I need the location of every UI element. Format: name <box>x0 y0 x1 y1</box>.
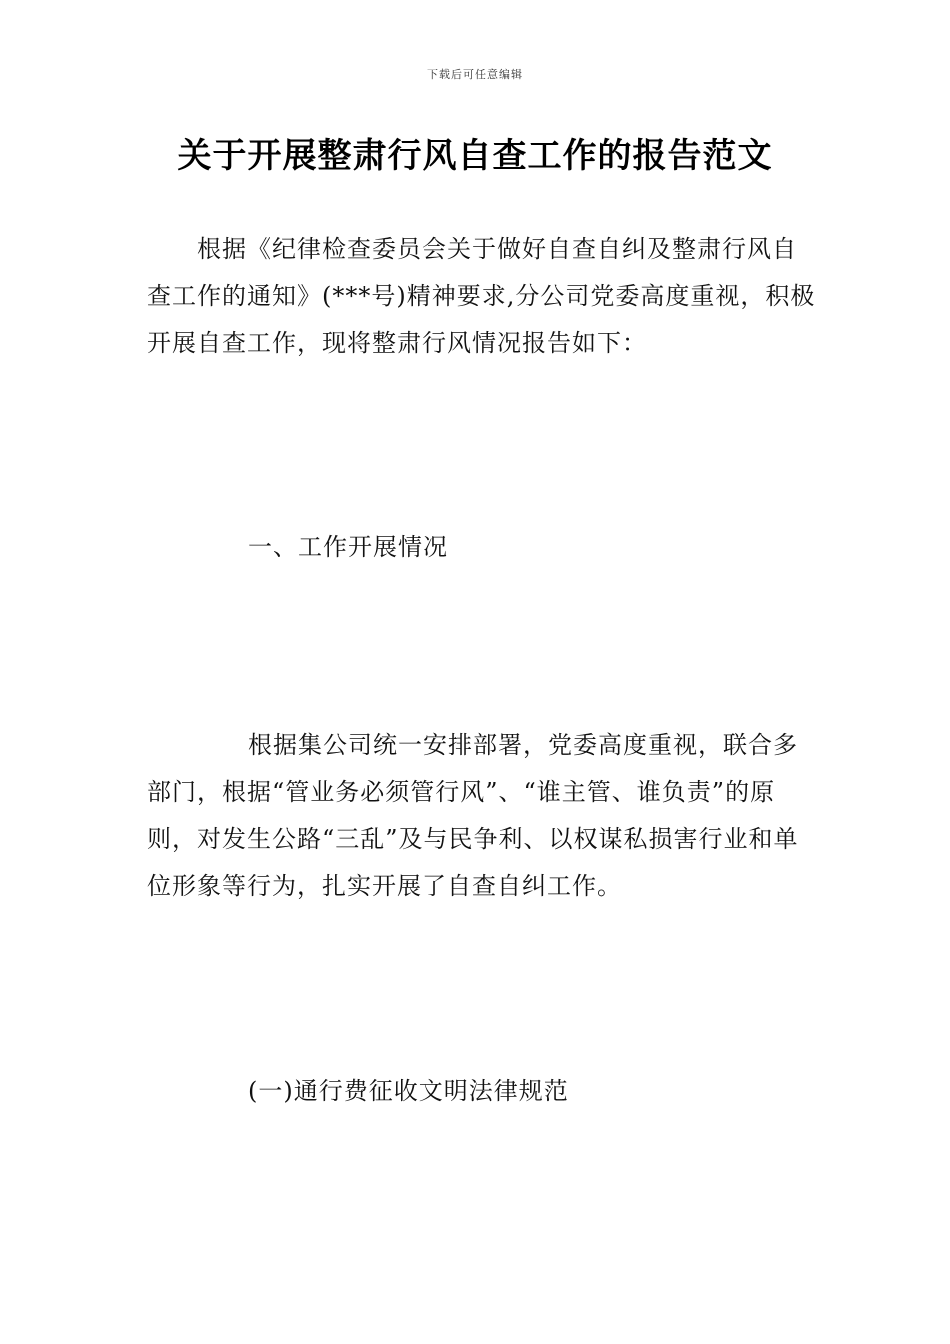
page-header-note: 下载后可任意编辑 <box>427 68 523 81</box>
section-heading-work-status: 一、工作开展情况 <box>248 533 448 561</box>
document-title: 关于开展整肃行风自查工作的报告范文 <box>177 136 773 176</box>
intro-paragraph: 根据《纪律检查委员会关于做好自查自纠及整肃行风自查工作的通知》(***号)精神要求,分公司党委高度重视，积极开展自查工作，现将整肃行风情况报告如下： <box>147 235 816 357</box>
subsection-heading-toll-collection: (一)通行费征收文明法律规范 <box>248 1077 569 1105</box>
body-paragraph: 根据集公司统一安排部署，党委高度重视，联合多部门，根据“管业务必须管行风”、“谁主管、谁负责”的原则，对发生公路“三乱”及与民争利、以权谋私损害行业和单位形象等行为，扎实开展了自查自纠工作。 <box>147 731 799 900</box>
